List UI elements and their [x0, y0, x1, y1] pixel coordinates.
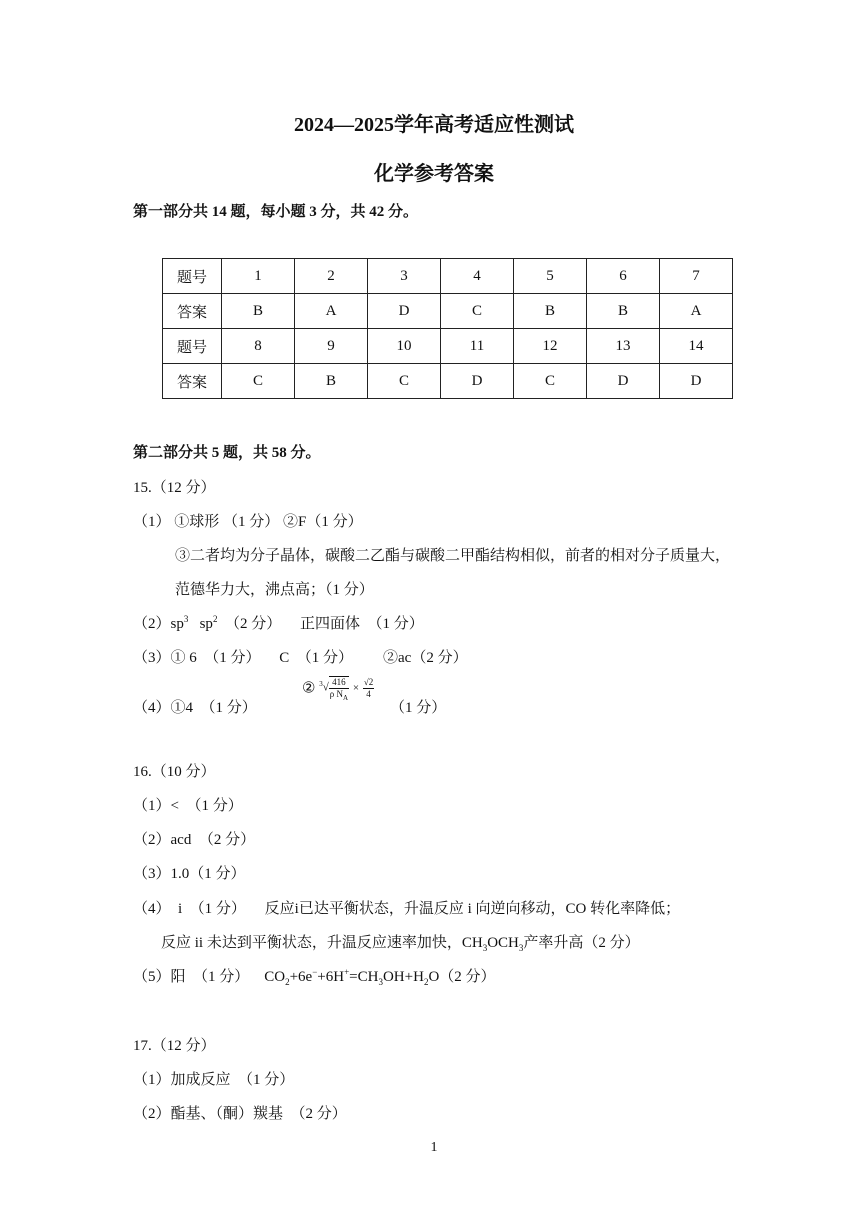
- q17-title: 17.（12 分）: [133, 1038, 216, 1054]
- row-label-answer: 答案: [163, 364, 222, 399]
- text-span: 产率升高（2 分）: [523, 935, 640, 951]
- answer-table: [162, 258, 733, 399]
- text-span: sp: [188, 616, 213, 632]
- subscript: 2: [423, 977, 429, 987]
- subscript: 3: [518, 943, 524, 953]
- table-cell: 6: [587, 259, 660, 294]
- table-cell: 12: [514, 329, 587, 364]
- row-label-question: 题号: [163, 259, 222, 294]
- table-cell: C: [368, 364, 441, 399]
- superscript: +: [344, 967, 350, 977]
- denominator: 4: [366, 688, 371, 699]
- table-cell: 7: [660, 259, 733, 294]
- row-label-question: 题号: [163, 329, 222, 364]
- table-cell: 13: [587, 329, 660, 364]
- numerator: √2: [363, 676, 374, 687]
- subscript: 3: [482, 943, 488, 953]
- circled-number: ②: [302, 680, 316, 697]
- text-span: OCH: [487, 935, 519, 951]
- subscript: 2: [285, 977, 290, 987]
- q16-line4: （4） i （1 分） 反应i已达平衡状态，升温反应 i 向逆向移动，CO 转化率降低；: [133, 901, 681, 917]
- table-cell: D: [441, 364, 514, 399]
- q15-line4: [133, 612, 424, 633]
- table-cell: D: [660, 364, 733, 399]
- q15-line6-score: （1 分）: [390, 700, 447, 716]
- part1-heading: 第一部分共 14 题，每小题 3 分，共 42 分。: [133, 204, 419, 220]
- page-title: 2024—2025学年高考适应性测试: [294, 114, 574, 136]
- table-cell: C: [222, 364, 295, 399]
- superscript: 2: [212, 614, 218, 624]
- fraction: [363, 677, 374, 700]
- table-cell: A: [660, 294, 733, 329]
- text-span: ρ N: [329, 689, 343, 699]
- table-cell: 1: [222, 259, 295, 294]
- q16-line2: （2）acd （2 分）: [133, 832, 256, 848]
- text-span: （4）①4 （1 分）: [133, 700, 257, 716]
- superscript: 3: [183, 614, 189, 624]
- q15-line3: 范德华力大，沸点高；（1 分）: [175, 582, 374, 598]
- table-cell: 3: [368, 259, 441, 294]
- page-number: 1: [430, 1140, 438, 1155]
- subscript: A: [343, 693, 349, 702]
- text-span: OH+H: [382, 969, 424, 985]
- subscript: 3: [378, 977, 383, 987]
- table-cell: D: [587, 364, 660, 399]
- q16-line1: （1）< （1 分）: [133, 798, 243, 814]
- q15-title: 15.（12 分）: [133, 480, 216, 496]
- table-cell: 2: [295, 259, 368, 294]
- times-sign: ×: [352, 682, 360, 694]
- table-row: [163, 364, 733, 399]
- root-index: 3: [319, 679, 323, 688]
- q17-line1: （1）加成反应 （1 分）: [133, 1072, 295, 1088]
- table-cell: 14: [660, 329, 733, 364]
- q15-density-formula: [302, 676, 374, 700]
- text-span: =CH: [349, 969, 379, 985]
- table-row: [163, 294, 733, 329]
- table-cell: B: [514, 294, 587, 329]
- denominator: [329, 689, 349, 700]
- q15-line1: （1） ①球形 （1 分） ②F（1 分）: [133, 514, 363, 530]
- page-subtitle: 化学参考答案: [374, 163, 494, 185]
- text-span: +6e: [289, 969, 313, 985]
- table-row: [163, 259, 733, 294]
- text-span: 反应 ii 未达到平衡状态，升温反应速率加快，CH: [161, 935, 483, 951]
- fraction: [329, 676, 349, 700]
- table-cell: D: [368, 294, 441, 329]
- table-cell: 9: [295, 329, 368, 364]
- table-cell: B: [587, 294, 660, 329]
- table-row: [163, 329, 733, 364]
- q15-line5: （3）① 6 （1 分） C （1 分） ②ac（2 分）: [133, 650, 468, 666]
- q17-line2: （2）酯基、（酮）羰基 （2 分）: [133, 1106, 347, 1122]
- table-cell: 11: [441, 329, 514, 364]
- table-cell: A: [295, 294, 368, 329]
- row-label-answer: 答案: [163, 294, 222, 329]
- table-cell: C: [441, 294, 514, 329]
- table-cell: 4: [441, 259, 514, 294]
- text-span: O（2 分）: [428, 969, 496, 985]
- table-cell: B: [222, 294, 295, 329]
- text-span: （5）阳 （1 分） CO: [133, 969, 286, 985]
- q16-line5: [161, 931, 640, 952]
- q15-line2: ③二者均为分子晶体，碳酸二乙酯与碳酸二甲酯结构相似，前者的相对分子质量大，: [175, 548, 731, 564]
- cube-root: $^3$√ $\frac{416}{\rho N_A}$: [319, 677, 349, 702]
- q16-line3: （3）1.0（1 分）: [133, 866, 246, 882]
- text-span: +6H: [317, 969, 345, 985]
- table-cell: C: [514, 364, 587, 399]
- q16-title: 16.（10 分）: [133, 764, 216, 780]
- table-cell: 10: [368, 329, 441, 364]
- q16-line6: [133, 965, 496, 986]
- table-cell: 8: [222, 329, 295, 364]
- text-span: （2 分） 正四面体 （1 分）: [217, 616, 424, 632]
- q15-line6: [133, 696, 257, 717]
- table-cell: 5: [514, 259, 587, 294]
- text-span: （2）sp: [133, 616, 184, 632]
- part2-heading: 第二部分共 5 题，共 58 分。: [133, 445, 321, 461]
- superscript: −: [312, 967, 318, 977]
- table-cell: B: [295, 364, 368, 399]
- numerator: 416: [329, 677, 349, 689]
